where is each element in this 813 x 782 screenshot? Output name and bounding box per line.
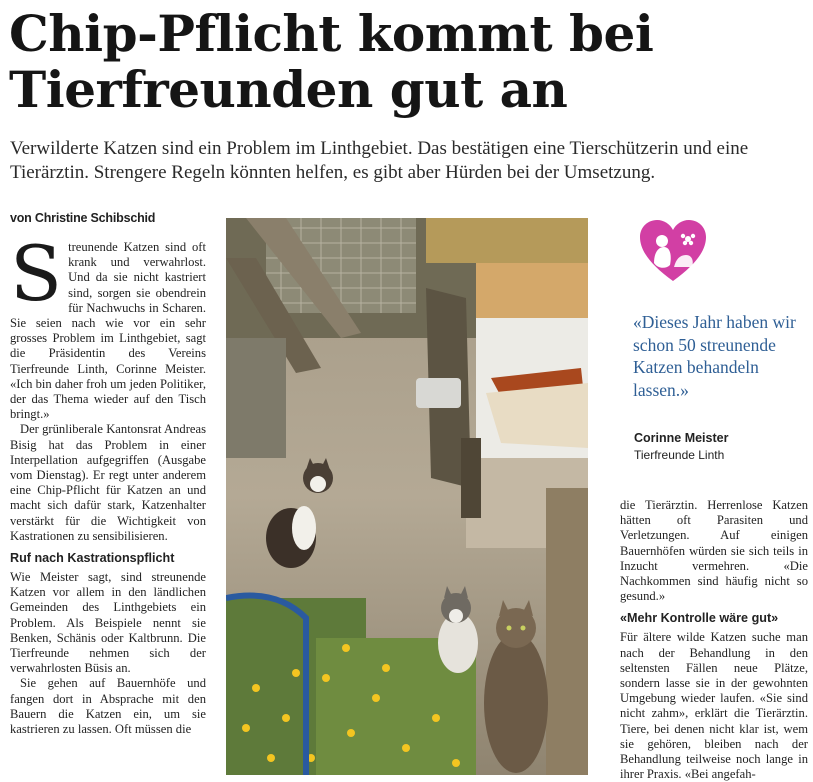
quote-author-role: Tierfreunde Linth [634, 448, 725, 462]
headline-line-2: Tierfreunden gut an [9, 60, 568, 119]
article-photo [226, 218, 588, 775]
quote-author-name: Corinne Meister [634, 431, 729, 445]
headline [9, 6, 809, 118]
tierfreunde-heart-logo [638, 219, 708, 283]
byline: von Christine Schibschid [10, 211, 156, 225]
farmyard-cats-photo [226, 218, 588, 775]
first-paragraph [10, 229, 206, 422]
article-column-1 [10, 229, 206, 737]
paragraph: Wie Meister sagt, sind streunende Katzen vor allem in den ländlichen Gemeinden des Linthgebiets ein Problem. Als Beispiele nennt sie Benken, Schänis oder Kaltbrunn. Die Tierfreunde nehmen sich der verwahrlosten Büsis an. [10, 570, 206, 676]
lead-paragraph: Verwilderte Katzen sind ein Problem im Linthgebiet. Das bestätigen eine Tierschützerin und eine Tierärztin. Strengere Regeln könnten helfen, es gibt aber Hürden bei der Umsetzung. [10, 138, 749, 183]
subheading: «Mehr Kontrolle wäre gut» [620, 611, 779, 626]
paragraph: Der grünliberale Kantonsrat Andreas Bisig hat das Problem in einer Interpellation aufgegriffen (Ausgabe vom Dienstag). Er regt unter anderem eine Chip-Pflicht für Katzen an und macht sich dafür stark, Katzenhalter verstärkt für die Wichtigkeit von Kastrationen zu sensibilisieren. [10, 422, 206, 543]
first-paragraph-text: treunende Katzen sind oft krank und verwahrlost. Und da sie nicht kastriert sind, sorgen sie obendrein für Nachwuchs in Scharen. Sie seien nach wie vor ein sehr grosses Problem im Linthgebiet, sagt die Präsidentin des Vereins Tierfreunde Linth, Corinne Meister. «Ich bin daher froh um jeden Politiker, der das Thema wieder auf den Tisch bringt.» [10, 240, 206, 422]
paragraph: Für ältere wilde Katzen suche man nach der Behandlung in den seltensten Fällen neue Plätze, sondern lasse sie in der gewohnten Umgebung wieder laufen. «Sie sind nicht zahm», erklärt die Tierärztin. Tiere, bei denen nicht klar ist, wem sie gehören, bleiben nach der Behandlung teilweise noch lange in ihrer Praxis. «Bei angefah- [620, 630, 808, 782]
pull-quote: «Dieses Jahr haben wir schon 50 streunende Katzen behandeln lassen.» [633, 312, 796, 400]
paragraph: Sie gehen auf Bauernhöfe und fangen dort in Absprache mit den Bauern die Katzen ein, um sie kastrieren zu lassen. Oft müssen die [10, 676, 206, 737]
article-column-3 [620, 498, 808, 782]
drop-cap: S [10, 229, 63, 318]
headline-line-1: Chip-Pflicht kommt bei [9, 4, 654, 63]
subheading: Ruf nach Kastrationspflicht [10, 551, 175, 566]
paragraph: die Tierärztin. Herrenlose Katzen hätten oft Parasiten und Verletzungen. Auf einigen Bauernhöfen würden sie sich teils in Inzucht vermehren. «Die Nachkommen sind häufig nicht so gesund.» [620, 498, 808, 604]
